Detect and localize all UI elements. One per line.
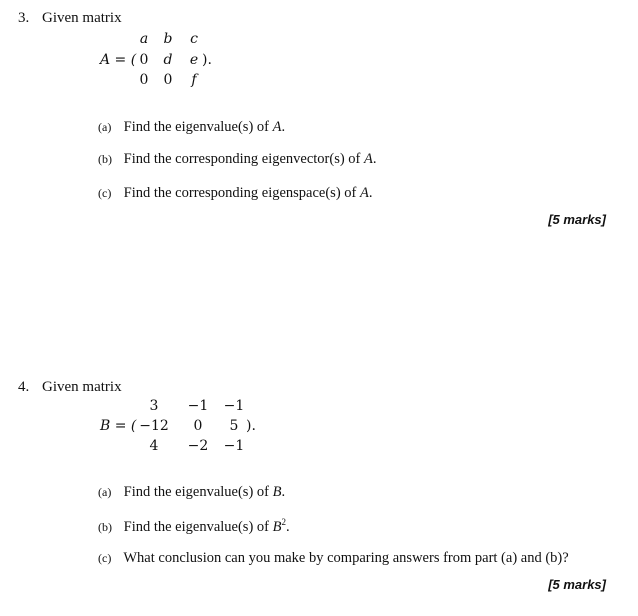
matrix-a-cell: 0	[163, 72, 173, 88]
question-3-marks: [5 marks]	[548, 212, 606, 227]
matrix-a-rhs: ).	[202, 52, 212, 68]
question-3-title: Given matrix	[42, 10, 122, 26]
matrix-b-cell: −2	[187, 438, 209, 454]
matrix-b-cell: 3	[149, 398, 159, 414]
matrix-a-cell: d	[163, 52, 173, 68]
matrix-b-cell: −1	[187, 398, 209, 414]
matrix-a-cell: f	[191, 72, 197, 88]
question-4-number: 4.	[18, 379, 30, 395]
matrix-a-cell: 0	[139, 52, 149, 68]
matrix-a-lhs: A = (	[100, 52, 137, 68]
matrix-b-cell: −12	[139, 418, 169, 434]
matrix-b-lhs: B = (	[100, 418, 137, 434]
matrix-b-rhs: ).	[246, 418, 256, 434]
question-4-part-c: (c) What conclusion can you make by comparing answers from part (a) and (b)?	[98, 550, 569, 566]
question-4-marks: [5 marks]	[548, 577, 606, 592]
matrix-a-cell: a	[139, 31, 149, 47]
question-3-part-b: (b) Find the corresponding eigenvector(s) of A.	[98, 151, 377, 167]
matrix-b-cell: 4	[149, 438, 159, 454]
matrix-b-cell: −1	[223, 398, 245, 414]
matrix-a-cell: e	[189, 52, 199, 68]
question-3-part-a: (a) Find the eigenvalue(s) of A.	[98, 119, 286, 135]
matrix-a-cell: 0	[139, 72, 149, 88]
matrix-b-cell: 5	[229, 418, 239, 434]
matrix-b-cell: −1	[223, 438, 245, 454]
question-3-number: 3.	[18, 10, 30, 26]
question-4-title: Given matrix	[42, 379, 122, 395]
matrix-a-cell: c	[190, 31, 198, 47]
question-3-part-c: (c) Find the corresponding eigenspace(s) of A.	[98, 185, 373, 201]
matrix-b-cell: 0	[193, 418, 203, 434]
question-4-part-b: (b) Find the eigenvalue(s) of $B^2$.	[98, 517, 290, 535]
matrix-a-cell: b	[163, 31, 173, 47]
question-4-part-a: (a) Find the eigenvalue(s) of B.	[98, 484, 286, 500]
